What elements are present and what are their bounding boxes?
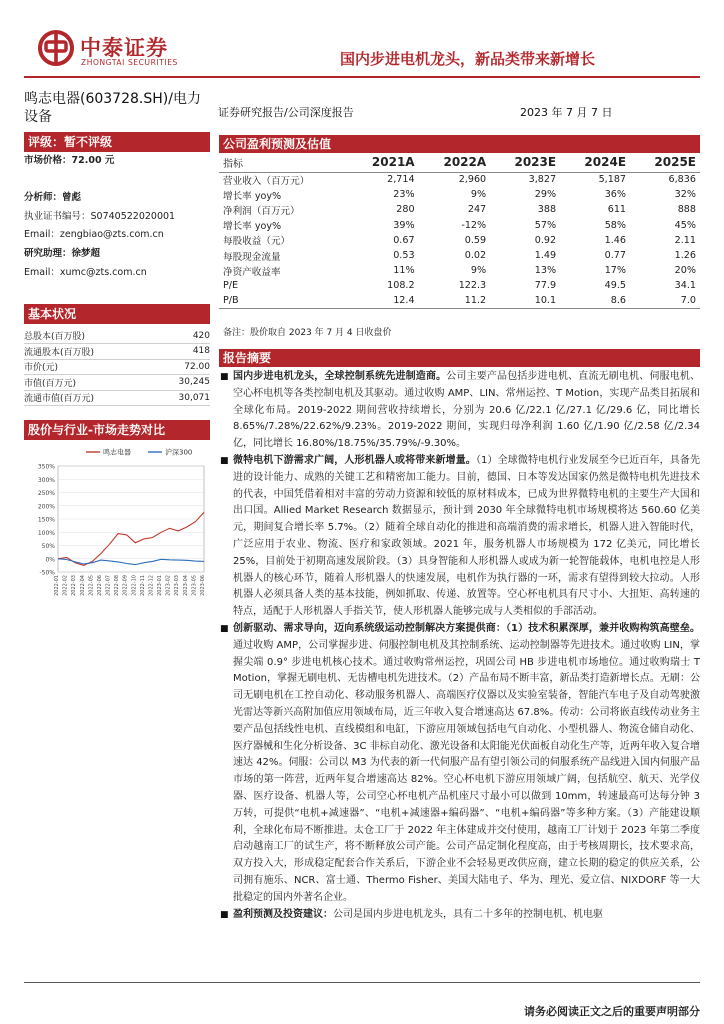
chart-x-tick-label: 2022-06 bbox=[96, 575, 103, 597]
footer-disclaimer: 请务必阅读正文之后的重要声明部分 bbox=[524, 1005, 700, 1018]
basic-info-value: 30,071 bbox=[152, 390, 210, 406]
forecast-metric-label: 每股收益（元） bbox=[223, 236, 291, 248]
chart-x-tick-label: 2022-05 bbox=[88, 575, 95, 597]
analyst-name: 分析师：曾彪 bbox=[24, 192, 82, 204]
chart-x-tick-label: 2023-03 bbox=[174, 575, 181, 597]
forecast-cell: 611 bbox=[607, 204, 627, 216]
forecast-cell: 13% bbox=[534, 265, 557, 277]
chart-x-tick-label: 2022-10 bbox=[131, 575, 138, 597]
chart-x-tick-label: 2022-01 bbox=[54, 575, 60, 597]
forecast-cell: -12% bbox=[461, 219, 487, 231]
report-date: 2023 年 7 月 7 日 bbox=[520, 106, 613, 119]
forecast-cell: 34.1 bbox=[674, 280, 696, 292]
chart-x-tick-label: 2023-01 bbox=[157, 575, 164, 597]
analyst-license: 执业证书编号：S0740522020001 bbox=[24, 210, 176, 222]
forecast-row bbox=[219, 278, 700, 293]
chart-x-tick-label: 2023-04 bbox=[182, 575, 189, 597]
forecast-cell: 39% bbox=[393, 219, 415, 231]
chart-series-line bbox=[58, 513, 204, 566]
basic-info-label: 市价(元) bbox=[24, 359, 152, 375]
chart-x-tick-label: 2022-08 bbox=[114, 575, 121, 597]
forecast-cell: 29% bbox=[534, 189, 557, 201]
company-name: 鸣志电器(603728.SH)/电力设备 bbox=[24, 91, 201, 125]
price-trend-chart bbox=[24, 442, 210, 612]
brand-name: 中泰证券 bbox=[80, 36, 168, 60]
forecast-note: 备注：股价取自 2023 年 7 月 4 日收盘价 bbox=[223, 328, 392, 339]
forecast-cell: 8.6 bbox=[560, 294, 630, 309]
basic-info-bar: 基本状况 bbox=[24, 304, 210, 324]
forecast-cell: 247 bbox=[467, 204, 487, 216]
chart-y-tick-label: 50% bbox=[41, 543, 55, 551]
analyst-email[interactable]: Email：zengbiao@zts.com.cn bbox=[24, 229, 164, 241]
forecast-cell: 23% bbox=[393, 189, 415, 201]
summary-lead: 创新驱动、需求导向，迈向系统级运动控制解决方案提供商：（1）技术积累深厚，兼并收购构筑高壁垒。 bbox=[233, 622, 700, 634]
summary-paragraph bbox=[219, 453, 700, 621]
basic-info-label: 市值(百万元) bbox=[24, 375, 152, 391]
chart-x-tick-label: 2022-11 bbox=[139, 575, 146, 597]
summary-section bbox=[219, 349, 700, 923]
forecast-metric-label: 净资产收益率 bbox=[223, 266, 281, 278]
basic-info-row bbox=[24, 344, 210, 360]
basic-info-value: 30,245 bbox=[152, 375, 210, 391]
chart-x-tick-label: 2022-04 bbox=[79, 575, 86, 597]
forecast-cell: 6,836 bbox=[668, 174, 696, 186]
basic-info-value: 72.00 bbox=[152, 359, 210, 375]
basic-info-value: 420 bbox=[152, 328, 210, 344]
forecast-cell: 57% bbox=[534, 219, 557, 231]
forecast-cell: 888 bbox=[677, 204, 696, 216]
forecast-cell: 0.67 bbox=[393, 234, 415, 246]
forecast-header-metric: 指标 bbox=[219, 153, 347, 172]
chart-y-tick-label: 350% bbox=[37, 463, 55, 471]
forecast-metric-label: 每股现金流量 bbox=[223, 251, 281, 263]
footer-divider bbox=[24, 982, 700, 983]
summary-body bbox=[219, 369, 700, 923]
basic-info-value: 418 bbox=[152, 344, 210, 360]
basic-info-label: 流通市值(百万元) bbox=[24, 390, 152, 406]
forecast-cell: 32% bbox=[674, 189, 696, 201]
forecast-cell: 0.92 bbox=[534, 234, 557, 246]
basic-info-row bbox=[24, 328, 210, 344]
forecast-header-year: 2022A bbox=[419, 153, 491, 172]
forecast-cell: 1.26 bbox=[674, 250, 696, 262]
forecast-cell: 7.0 bbox=[630, 294, 700, 309]
trend-bar: 股价与行业-市场走势对比 bbox=[24, 420, 210, 440]
forecast-metric-label: P/E bbox=[223, 280, 239, 292]
chart-y-tick-label: 0% bbox=[45, 556, 55, 564]
forecast-cell: 0.59 bbox=[464, 234, 487, 246]
chart-y-tick-label: 300% bbox=[37, 476, 55, 484]
forecast-title: 公司盈利预测及估值 bbox=[219, 135, 700, 153]
chart-x-tick-label: 2023-06 bbox=[200, 575, 206, 597]
forecast-cell: 49.5 bbox=[604, 280, 627, 292]
chart-y-tick-label: 100% bbox=[37, 529, 55, 537]
forecast-cell: 12.4 bbox=[347, 294, 419, 309]
chart-x-tick-label: 2022-09 bbox=[122, 575, 129, 597]
chart-legend-label: 鸣志电器 bbox=[103, 448, 131, 457]
forecast-cell: 388 bbox=[537, 204, 557, 216]
forecast-metric-label: 增长率 yoy% bbox=[223, 190, 282, 202]
market-price: 市场价格：72.00 元 bbox=[24, 155, 115, 166]
forecast-table bbox=[219, 153, 700, 309]
forecast-row bbox=[219, 294, 700, 309]
forecast-cell: 9% bbox=[470, 189, 487, 201]
summary-title: 报告摘要 bbox=[219, 349, 700, 367]
forecast-cell: 58% bbox=[604, 219, 627, 231]
summary-paragraph bbox=[219, 369, 700, 453]
divider-space bbox=[24, 171, 210, 190]
forecast-cell: 0.53 bbox=[393, 250, 415, 262]
forecast-cell: 0.02 bbox=[464, 250, 487, 262]
forecast-row bbox=[219, 248, 700, 263]
brand-logo bbox=[38, 30, 198, 72]
forecast-metric-label: 营业收入（百万元） bbox=[223, 175, 310, 187]
forecast-header-year: 2021A bbox=[347, 153, 419, 172]
forecast-cell: 280 bbox=[396, 204, 415, 216]
forecast-cell: 77.9 bbox=[534, 280, 557, 292]
chart-y-tick-label: 150% bbox=[37, 516, 55, 524]
forecast-row bbox=[219, 202, 700, 217]
forecast-cell: 11.2 bbox=[419, 294, 491, 309]
basic-info-label: 总股本(百万股) bbox=[24, 328, 152, 344]
basic-info-label: 流通股本(百万股) bbox=[24, 344, 152, 360]
forecast-cell: 1.46 bbox=[604, 234, 627, 246]
forecast-cell: 3,827 bbox=[528, 174, 557, 186]
basic-info-row bbox=[24, 375, 210, 391]
forecast-cell: 2,960 bbox=[458, 174, 487, 186]
summary-text: 公司是国内步进电机龙头，具有二十多年的控制电机、机电驱 bbox=[333, 908, 603, 920]
summary-lead: 微特电机下游需求广阔，人形机器人或将带来新增量。 bbox=[233, 454, 476, 466]
forecast-cell: 5,187 bbox=[598, 174, 627, 186]
chart-y-tick-label: 250% bbox=[37, 490, 55, 498]
forecast-cell: 36% bbox=[604, 189, 627, 201]
chart-y-tick-label: -50% bbox=[39, 569, 55, 577]
forecast-metric-label: P/B bbox=[219, 294, 347, 309]
assistant-name: 研究助理：徐梦超 bbox=[24, 247, 101, 259]
summary-text: 通过收购 AMP，公司掌握步进、伺服控制电机及其控制系统、运动控制器等先进技术。通过收购 LIN，掌握尖端 0.9° 步进电机核心技术。通过收购常州运控，巩固公司 HB 步进电机市场地位。通过收购瑞士 T Motion，掌握无刷电机、无齿槽电机先进技术。（2）产品布局不断丰富，新品类打造新增长点。无刷：公司无刷电机在工控自动化、移动服务机器人、高端医疗仪器以及实验室装备，智能汽车电子及自动驾驶激光雷达等新兴高附加值应用领域布局，近三年收入复合增速高达 67.8%。传动：公司将嵌直线传动业务主要产品包括线性电机、直线模组和电缸，下游应用领域包括电气自动化、小型机器人、物流仓储自动化、医疗器械和生化分析设备、3C 非标自动化、激光设备和太阳能光伏面板自动化生产等，近两年收入复合增速达 42%。伺服：公司以 M3 为代表的新一代伺服产品有望引领公司的伺服系统产品线进入国内伺服产品市场的第一阵营，近两年复合增速高达 82%。空心杯电机下游应用领域广阔，包括航空、航天、光学仪器、医疗设备、机器人等，公司空心杯电机产品机座尺寸最小可以做到 10mm，转速最高可达每分钟 3 万转，可提供“电机+减速器”、“电机+减速器+编码器”、“电机+编码器”等多种方案。（3）产能建设顺利，全球化布局不断推进。太仓工厂于 2022 年主体建成并交付使用，越南工厂计划于 2023 年第二季度启动越南工厂的试生产，将不断释放公司产能。公司产品定制化程度高，由于考核周期长，技术要求高，双方投入大，形成稳定配套合作关系后，下游企业不会轻易更改供应商，建立长期的稳定的供应关系，公司拥有施乐、NCR、富士通、Thermo Fisher、美国大陆电子、华为、理光、爱立信、NIXDORF 等一大批稳定的国内外著名企业。 bbox=[233, 639, 700, 903]
chart-x-tick-label: 2022-12 bbox=[148, 575, 155, 597]
forecast-cell: 10.1 bbox=[490, 294, 560, 309]
forecast-cell: 2.11 bbox=[674, 234, 696, 246]
forecast-header-year: 2025E bbox=[630, 153, 700, 172]
summary-text: 公司主要产品包括步进电机、直流无刷电机、伺服电机、空心杯电机等各类控制电机及其驱动。通过收购 AMP、LIN、常州运控、T Motion，实现产品类目拓展和全球化布局。2019-2022 期间营收持续增长，分别为 20.6 亿/22.1 亿/27.1 亿/29.6 亿，同比增长 8.65%/7.28%/22.62%/9.23%。2019-2022 期间，实现归母净利润 1.60 亿/1.90 亿/2.58 亿/2.34 亿，同比增长 16.80%/18.75%/35.79%/-9.30%。 bbox=[233, 371, 701, 450]
forecast-cell: 2,714 bbox=[387, 174, 415, 186]
forecast-cell: 17% bbox=[604, 265, 627, 277]
summary-lead: 盈利预测及投资建议： bbox=[233, 908, 333, 920]
forecast-cell: 45% bbox=[674, 219, 696, 231]
summary-paragraph bbox=[219, 621, 700, 907]
summary-lead: 国内步进电机龙头，全球控制系统先进制造商。 bbox=[233, 371, 447, 382]
forecast-cell: 108.2 bbox=[387, 280, 415, 292]
header-divider bbox=[24, 76, 700, 78]
trend-chart-svg bbox=[24, 442, 210, 612]
chart-x-tick-label: 2022-07 bbox=[105, 575, 112, 597]
basic-info-row bbox=[24, 390, 210, 406]
chart-legend-label: 沪深300 bbox=[165, 448, 193, 457]
report-type: 证券研究报告/公司深度报告 bbox=[218, 106, 354, 119]
forecast-metric-label: 净利润（百万元） bbox=[223, 205, 300, 217]
forecast-row bbox=[219, 233, 700, 248]
basic-info-table bbox=[24, 328, 210, 406]
forecast-metric-label: 增长率 yoy% bbox=[223, 221, 282, 233]
forecast-header-year: 2024E bbox=[560, 153, 630, 172]
forecast-row bbox=[219, 218, 700, 233]
forecast-cell: 122.3 bbox=[458, 280, 487, 292]
forecast-row bbox=[219, 187, 700, 202]
brand-name-en: ZHONGTAI SECURITIES bbox=[81, 58, 178, 67]
analyst-block bbox=[24, 152, 210, 282]
forecast-cell: 0.77 bbox=[604, 250, 627, 262]
left-sidebar bbox=[24, 132, 210, 612]
forecast-cell: 1.49 bbox=[534, 250, 557, 262]
forecast-section bbox=[219, 135, 700, 338]
forecast-row bbox=[219, 172, 700, 187]
rating-bar: 评级：暂不评级 bbox=[24, 132, 210, 152]
doc-title: 国内步进电机龙头，新品类带来新增长 bbox=[340, 50, 596, 68]
assistant-email[interactable]: Email：xumc@zts.com.cn bbox=[24, 266, 147, 278]
summary-paragraph bbox=[219, 907, 700, 924]
zhongtai-logo-icon bbox=[38, 30, 74, 66]
forecast-cell: 9% bbox=[470, 265, 487, 277]
chart-x-tick-label: 2023-05 bbox=[191, 575, 198, 597]
chart-y-tick-label: 200% bbox=[37, 503, 55, 511]
basic-info-row bbox=[24, 359, 210, 375]
forecast-header-year: 2023E bbox=[490, 153, 560, 172]
chart-x-tick-label: 2022-02 bbox=[62, 575, 69, 597]
summary-text: （1）全球微特电机行业发展至今已近百年，具备先进的设计能力、成熟的关键工艺和精密加工能力。目前，德国、日本等发达国家仍然是微特电机先进技术的代表，中国凭借着相对丰富的劳动力资源和较低的原材料成本，已成为世界微特电机的主要生产大国和出口国。Allied Market Research 数据显示，预计到 2030 年全球微特电机市场规模将达 560.60 亿美元，期间复合增长率 5.7%。（2）随着全球自动化的推进和高端消费的需求增长，机器人进入智能时代，广泛应用于农业、物流、医疗和家政领域。2021 年，服务机器人市场规模为 172 亿美元，同比增长 25%，目前处于初期高速发展阶段。（3）具身智能和人形机器人或成为新一轮智能载体，电机电控是人形机器人的核心环节，随着人形机器人的快速发展，电机作为执行器的一环，需求有望得到较大拉动。人形机器人必须具备人类的基本技能，例如抓取、传递、放置等。空心杯电机具有尺寸小、大扭矩、高转速的特点，适配于人形机器人手指关节，使人形机器人能够完成与人类相似的手部活动。 bbox=[233, 454, 700, 618]
chart-x-tick-label: 2022-03 bbox=[71, 575, 78, 597]
forecast-cell: 20% bbox=[674, 265, 696, 277]
forecast-cell: 11% bbox=[393, 265, 415, 277]
forecast-row bbox=[219, 263, 700, 278]
chart-x-tick-label: 2023-02 bbox=[165, 575, 172, 597]
